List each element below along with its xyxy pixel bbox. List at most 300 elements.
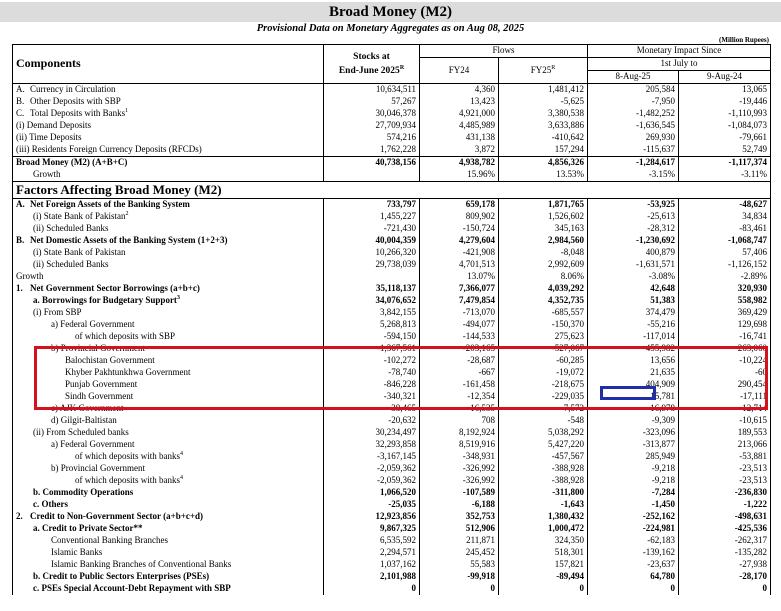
date1-header: 8-Aug-25	[588, 71, 679, 84]
row-label: (i) From SBP	[33, 307, 82, 318]
row-label: Other Deposits with SBP	[30, 96, 121, 107]
table-row	[13, 223, 771, 235]
row-label-cell	[13, 144, 324, 157]
cell-value: -60,285	[499, 355, 588, 367]
cell-value: 10,266,320	[324, 247, 420, 259]
doc-subtitle: Provisional Data on Monetary Aggregates as on Aug 08, 2025	[256, 23, 525, 34]
cell-value: 0	[499, 583, 588, 595]
cell-value: -326,992	[420, 463, 499, 475]
cell-value: 4,938,782	[420, 157, 499, 170]
table-row	[13, 84, 771, 97]
cell-value: 5,427,220	[499, 439, 588, 451]
table-row	[13, 108, 771, 120]
cell-value: 32,293,858	[324, 439, 420, 451]
cell-value: -38,465	[324, 403, 420, 415]
row-label: of which deposits with SBP	[75, 331, 176, 342]
row-label: (i) State Bank of Pakistan	[33, 247, 126, 258]
row-prefix: C.	[16, 108, 25, 119]
table-row	[13, 271, 771, 283]
cell-value: 13,065	[679, 84, 771, 97]
row-label: (ii) Scheduled Banks	[33, 259, 109, 270]
cell-value: 157,821	[499, 559, 588, 571]
row-label-cell	[13, 415, 324, 427]
row-prefix: B.	[16, 235, 25, 246]
cell-value: 64,780	[588, 571, 679, 583]
fy24-header: FY24	[420, 58, 499, 84]
cell-value: -60	[679, 367, 771, 379]
date2-header: 9-Aug-24	[679, 71, 771, 84]
row-label: b. Commodity Operations	[33, 487, 134, 498]
table-row	[13, 307, 771, 319]
cell-value: -3.15%	[588, 169, 679, 182]
cell-value: -28,687	[420, 355, 499, 367]
cell-value: -1,482,252	[588, 108, 679, 120]
cell-value: 7,366,077	[420, 283, 499, 295]
row-label-cell	[13, 439, 324, 451]
cell-value: 129,698	[679, 319, 771, 331]
row-label: of which deposits with banks	[75, 475, 180, 486]
broad-money-row	[13, 157, 771, 170]
table-row	[13, 415, 771, 427]
row-label: a) Federal Government	[51, 319, 135, 330]
unit-note: (Million Rupees)	[719, 36, 769, 44]
table-row	[13, 571, 771, 583]
cell-value: -3,167,145	[324, 451, 420, 463]
row-label: (i) Demand Deposits	[16, 120, 91, 131]
cell-value: -10,615	[679, 415, 771, 427]
cell-value: -224,981	[588, 523, 679, 535]
table-row	[13, 583, 771, 595]
row-label-cell	[13, 120, 324, 132]
cell-value: 4,039,292	[499, 283, 588, 295]
table-row	[13, 439, 771, 451]
cell-value: -115,637	[588, 144, 679, 157]
cell-value: -55,216	[588, 319, 679, 331]
table-row	[13, 475, 771, 487]
cell-value: 15.96%	[420, 169, 499, 182]
cell-value: 2,984,560	[499, 235, 588, 247]
row-prefix: 2.	[16, 511, 23, 522]
cell-value: -135,282	[679, 547, 771, 559]
doc-title: Broad Money (M2)	[0, 2, 781, 22]
cell-value: 5,268,813	[324, 319, 420, 331]
cell-value: -262,317	[679, 535, 771, 547]
cell-value	[324, 271, 420, 283]
row-label: (ii) Time Deposits	[16, 132, 82, 143]
fy25-header-label: FY25	[530, 64, 552, 75]
cell-value: 269,930	[588, 132, 679, 144]
cell-value: -1,643	[499, 499, 588, 511]
cell-value: -311,800	[499, 487, 588, 499]
cell-value: -1,126,152	[679, 259, 771, 271]
broad-money-label: Broad Money (M2) (A+B+C)	[13, 157, 324, 170]
cell-value: -1,631,571	[588, 259, 679, 271]
cell-value: -53,881	[679, 451, 771, 463]
cell-value: -1,084,073	[679, 120, 771, 132]
cell-value: -12,354	[420, 391, 499, 403]
cell-value: 809,902	[420, 211, 499, 223]
cell-value: 1,380,432	[499, 511, 588, 523]
table-row	[13, 247, 771, 259]
cell-value: -1,367,561	[324, 343, 420, 355]
cell-value: 285,949	[588, 451, 679, 463]
cell-value: -102,272	[324, 355, 420, 367]
cell-value: -667	[420, 367, 499, 379]
cell-value: -498,631	[679, 511, 771, 523]
cell-value: 3,633,886	[499, 120, 588, 132]
cell-value: 374,479	[588, 307, 679, 319]
table-row	[13, 120, 771, 132]
cell-value: 34,076,652	[324, 295, 420, 307]
cell-value: -2.89%	[679, 271, 771, 283]
cell-value: -229,035	[499, 391, 588, 403]
cell-value: 659,178	[420, 199, 499, 212]
cell-value: 404,909	[588, 379, 679, 391]
row-label: Total Deposits with Banks	[30, 108, 126, 119]
cell-value: 9,867,325	[324, 523, 420, 535]
cell-value: 2,294,571	[324, 547, 420, 559]
cell-value: 1,871,765	[499, 199, 588, 212]
row-label: Net Government Sector Borrowings (a+b+c)	[30, 283, 200, 294]
row-label-cell	[13, 559, 324, 571]
cell-value: -28,312	[588, 223, 679, 235]
row-label-cell	[13, 511, 324, 523]
cell-value: 157,294	[499, 144, 588, 157]
row-label-cell	[13, 571, 324, 583]
row-label: of which deposits with banks	[75, 451, 180, 462]
cell-value: -594,150	[324, 331, 420, 343]
table-row	[13, 96, 771, 108]
cell-value: -348,931	[420, 451, 499, 463]
cell-value: -388,928	[499, 463, 588, 475]
row-label: c) AJK Government	[51, 403, 124, 414]
provincial-highlight-box	[34, 346, 768, 410]
flows-header: Flows	[420, 45, 588, 58]
footnote-marker: 4	[180, 451, 183, 458]
cell-value: -326,992	[420, 475, 499, 487]
cell-value: -203,165	[420, 343, 499, 355]
cell-value: -9,218	[588, 463, 679, 475]
row-label-cell	[13, 223, 324, 235]
cell-value: -388,928	[499, 475, 588, 487]
row-label-cell	[13, 547, 324, 559]
cell-value: 4,279,604	[420, 235, 499, 247]
july-header: 1st July to	[588, 58, 771, 71]
row-label-cell	[13, 108, 324, 120]
footnote-marker: 2	[125, 211, 129, 218]
row-label-cell	[13, 283, 324, 295]
cell-value: -150,370	[499, 319, 588, 331]
table-row	[13, 199, 771, 212]
cell-value: -117,014	[588, 331, 679, 343]
row-label: Conventional Banking Branches	[51, 535, 168, 546]
row-label-cell	[13, 235, 324, 247]
row-label: a. Credit to Private Sector**	[33, 523, 143, 534]
row-label-cell	[13, 132, 324, 144]
cell-value: 275,623	[499, 331, 588, 343]
cell-value: 1,455,227	[324, 211, 420, 223]
row-label: Growth	[16, 271, 44, 282]
cell-value: -25,035	[324, 499, 420, 511]
cell-value: 40,738,156	[324, 157, 420, 170]
cell-value: -421,908	[420, 247, 499, 259]
table-row	[13, 511, 771, 523]
cell-value: 1,481,412	[499, 84, 588, 97]
cell-value: 27,709,934	[324, 120, 420, 132]
cell-value: -410,642	[499, 132, 588, 144]
row-label: Currency in Circulation	[30, 84, 116, 95]
monetary-aggregates-table	[12, 44, 771, 595]
cell-value: 4,360	[420, 84, 499, 97]
cell-value: 352,753	[420, 511, 499, 523]
cell-value: 205,584	[588, 84, 679, 97]
table-row	[13, 283, 771, 295]
cell-value: 30,234,497	[324, 427, 420, 439]
row-label-cell	[13, 96, 324, 108]
footnote-marker: 3	[176, 295, 180, 302]
row-label-cell	[13, 211, 324, 223]
cell-value: 0	[588, 583, 679, 595]
cell-value: 4,921,000	[420, 108, 499, 120]
row-label-cell	[13, 523, 324, 535]
cell-value: 320,930	[679, 283, 771, 295]
cell-value: -7,950	[588, 96, 679, 108]
cell-value: 21,635	[588, 367, 679, 379]
cell-value: 13,656	[588, 355, 679, 367]
cell-value: 8.06%	[499, 271, 588, 283]
table-row	[13, 319, 771, 331]
cell-value: 6,535,592	[324, 535, 420, 547]
table-row	[13, 499, 771, 511]
row-label: b) Provincial Government	[51, 343, 145, 354]
cell-value: 4,701,513	[420, 259, 499, 271]
cell-value: -721,430	[324, 223, 420, 235]
table-row	[13, 259, 771, 271]
cell-value: -2,059,362	[324, 475, 420, 487]
cell-value: 0	[324, 583, 420, 595]
cell-value: -79,661	[679, 132, 771, 144]
cell-value: 40,004,359	[324, 235, 420, 247]
stocks-header-sup: R	[399, 64, 405, 71]
growth-row	[13, 169, 771, 182]
cell-value: -89,494	[499, 571, 588, 583]
cell-value: 189,553	[679, 427, 771, 439]
row-label: (ii) Scheduled Banks	[33, 223, 109, 234]
row-prefix: A.	[16, 199, 25, 210]
cell-value: 12,923,856	[324, 511, 420, 523]
stocks-header-line1: Stocks at	[353, 52, 390, 62]
row-label: (iii) Residents Foreign Currency Deposits (RFCDs)	[16, 144, 202, 155]
row-label: Khyber Pakhtunkhwa Government	[65, 367, 191, 378]
cell-value: 2,101,988	[324, 571, 420, 583]
row-label-cell	[13, 84, 324, 97]
row-label: Islamic Banking Branches of Conventional Banks	[51, 559, 232, 570]
table-row	[13, 427, 771, 439]
cell-value: -78,740	[324, 367, 420, 379]
cell-value: 263,060	[679, 343, 771, 355]
cell-value: -1,636,545	[588, 120, 679, 132]
cell-value: -1,222	[679, 499, 771, 511]
cell-value: -19,446	[679, 96, 771, 108]
row-label-cell	[13, 487, 324, 499]
cell-value: 345,163	[499, 223, 588, 235]
row-label: Punjab Government	[65, 379, 138, 390]
cell-value: 0	[679, 583, 771, 595]
components-header: Components	[13, 45, 324, 84]
cell-value: -1,230,692	[588, 235, 679, 247]
row-label: Net Foreign Assets of the Banking System	[30, 199, 190, 210]
cell-value: 10,634,511	[324, 84, 420, 97]
cell-value: 35,118,137	[324, 283, 420, 295]
cell-value: 558,982	[679, 295, 771, 307]
cell-value: -527,067	[499, 343, 588, 355]
row-label: a. Borrowings for Budgetary Support	[33, 295, 177, 306]
cell-value: 13.07%	[420, 271, 499, 283]
cell-value: 3,380,538	[499, 108, 588, 120]
cell-value: -3.11%	[679, 169, 771, 182]
row-label: b) Provincial Government	[51, 463, 145, 474]
cell-value: -53,925	[588, 199, 679, 212]
row-label-cell	[13, 475, 324, 487]
cell-value: -7,284	[588, 487, 679, 499]
table-row	[13, 331, 771, 343]
cell-value: -3.08%	[588, 271, 679, 283]
row-label: a) Federal Government	[51, 439, 135, 450]
row-label-cell	[13, 271, 324, 283]
cell-value: -340,321	[324, 391, 420, 403]
cell-value: -6,188	[420, 499, 499, 511]
row-label-cell	[13, 247, 324, 259]
punjab-value-highlight-box	[600, 386, 656, 400]
cell-value: -25,613	[588, 211, 679, 223]
cell-value	[324, 169, 420, 182]
stocks-header-line2: End-June 2025	[338, 66, 400, 76]
row-prefix: A.	[16, 84, 25, 95]
cell-value: 42,648	[588, 283, 679, 295]
cell-value: 4,352,735	[499, 295, 588, 307]
row-label-cell	[13, 427, 324, 439]
cell-value: -2,059,362	[324, 463, 420, 475]
cell-value: 13,423	[420, 96, 499, 108]
row-label: c. PSEs Special Account-Debt Repayment with SBP	[33, 583, 231, 594]
cell-value: -218,675	[499, 379, 588, 391]
footnote-marker: 4	[180, 475, 183, 482]
cell-value: -1,110,993	[679, 108, 771, 120]
row-label-cell	[13, 331, 324, 343]
row-label: Sindh Government	[65, 391, 134, 402]
cell-value: 13.53%	[499, 169, 588, 182]
row-label-cell	[13, 307, 324, 319]
cell-value: 512,906	[420, 523, 499, 535]
cell-value: -323,096	[588, 427, 679, 439]
row-label: Islamic Banks	[51, 547, 103, 558]
cell-value: -99,918	[420, 571, 499, 583]
cell-value: 708	[420, 415, 499, 427]
table-row	[13, 451, 771, 463]
cell-value: -425,536	[679, 523, 771, 535]
cell-value: 55,583	[420, 559, 499, 571]
cell-value: 431,138	[420, 132, 499, 144]
cell-value: -48,627	[679, 199, 771, 212]
cell-value: -1,117,374	[679, 157, 771, 170]
cell-value: -161,458	[420, 379, 499, 391]
row-label-cell	[13, 499, 324, 511]
cell-value: 5,038,292	[499, 427, 588, 439]
cell-value: -236,830	[679, 487, 771, 499]
cell-value: -313,877	[588, 439, 679, 451]
section-heading-row	[13, 182, 771, 199]
cell-value: 8,519,916	[420, 439, 499, 451]
cell-value: 57,267	[324, 96, 420, 108]
fy25-header	[499, 58, 588, 84]
cell-value: -16,978	[588, 403, 679, 415]
cell-value: -19,072	[499, 367, 588, 379]
cell-value: 51,383	[588, 295, 679, 307]
cell-value: 2,992,609	[499, 259, 588, 271]
cell-value: -27,938	[679, 559, 771, 571]
table-row	[13, 295, 771, 307]
row-label-cell	[13, 583, 324, 595]
row-label-cell	[13, 259, 324, 271]
cell-value: 34,834	[679, 211, 771, 223]
cell-value: 455,982	[588, 343, 679, 355]
stocks-header	[324, 45, 420, 84]
cell-value: -28,170	[679, 571, 771, 583]
cell-value: -685,557	[499, 307, 588, 319]
cell-value: 3,872	[420, 144, 499, 157]
row-label: d) Gilgit-Baltistan	[51, 415, 117, 426]
footnote-marker: 1	[125, 108, 129, 115]
cell-value: 4,856,326	[499, 157, 588, 170]
cell-value: -457,567	[499, 451, 588, 463]
cell-value: 518,301	[499, 547, 588, 559]
table-row	[13, 559, 771, 571]
cell-value: 1,526,602	[499, 211, 588, 223]
cell-value: -83,461	[679, 223, 771, 235]
row-label: Balochistan Government	[65, 355, 155, 366]
cell-value: -150,724	[420, 223, 499, 235]
cell-value: 4,485,989	[420, 120, 499, 132]
cell-value: -10,224	[679, 355, 771, 367]
cell-value: -8,048	[499, 247, 588, 259]
cell-value: 0	[420, 583, 499, 595]
cell-value: -62,183	[588, 535, 679, 547]
table-row	[13, 144, 771, 157]
impact-header: Monetary Impact Since	[588, 45, 771, 58]
cell-value: -1,284,617	[588, 157, 679, 170]
cell-value: -713,070	[420, 307, 499, 319]
cell-value: 29,738,039	[324, 259, 420, 271]
row-label: Credit to Non-Government Sector (a+b+c+d)	[30, 511, 204, 522]
row-label-cell	[13, 463, 324, 475]
cell-value: 1,066,520	[324, 487, 420, 499]
cell-value: -23,513	[679, 463, 771, 475]
cell-value: -846,228	[324, 379, 420, 391]
cell-value: -252,162	[588, 511, 679, 523]
cell-value: 1,000,472	[499, 523, 588, 535]
cell-value: 52,749	[679, 144, 771, 157]
cell-value: -9,218	[588, 475, 679, 487]
row-label: b. Credit to Public Sectors Enterprises (PSEs)	[33, 571, 210, 582]
cell-value: -5,625	[499, 96, 588, 108]
cell-value: -23,637	[588, 559, 679, 571]
cell-value: 245,452	[420, 547, 499, 559]
table-row	[13, 235, 771, 247]
cell-value: 15,781	[588, 391, 679, 403]
cell-value: 290,454	[679, 379, 771, 391]
table-row	[13, 211, 771, 223]
cell-value: -7,572	[499, 403, 588, 415]
